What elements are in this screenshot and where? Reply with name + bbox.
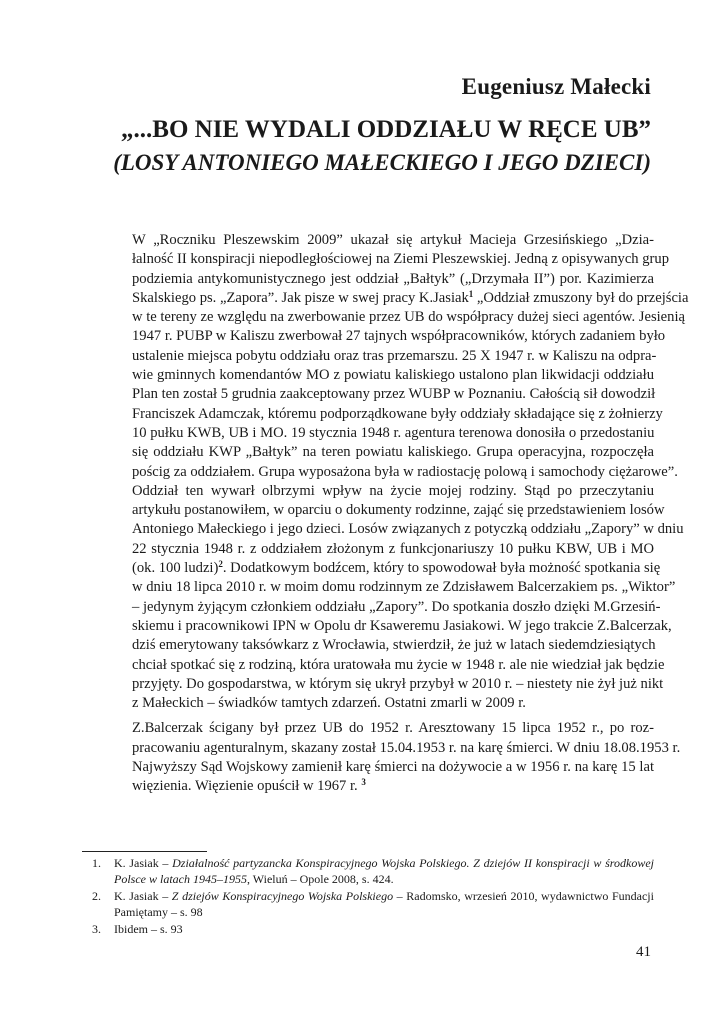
footnote-ref-2[interactable]: 2 bbox=[218, 559, 223, 570]
text-segment: (ok. 100 ludzi) bbox=[132, 560, 219, 577]
text-segment: . Dodatkowym bodźcem, który to spowodował była możność spotkania się bbox=[222, 560, 661, 577]
text-line bbox=[82, 777, 654, 796]
footnote-divider bbox=[82, 851, 207, 852]
article-title: „...BO NIE WYDALI ODDZIAŁU W RĘCE UB” bbox=[121, 116, 651, 143]
text-line: Franciszek Adamczak, któremu podporządkowane były oddziały składające się z żołnierzy bbox=[132, 405, 663, 422]
text-line: ustalenie miejsca pobytu oddziału oraz tras przemarszu. 25 X 1947 r. w Kaliszu na odpra- bbox=[132, 347, 657, 364]
text-line: w dniu 18 lipca 2010 r. w moim domu rodzinnym ze Zdzisławem Balcerzakiem ps. „Wiktor” bbox=[132, 579, 676, 596]
footnote-italic: Działalność partyzancka Konspiracyjnego Wojska Polskiego. Z dziejów II konspiracji w środkowej Polsce w latach 1945–1955 bbox=[114, 856, 654, 886]
footnote-segment: Ibidem – s. 93 bbox=[114, 922, 183, 936]
article-body bbox=[82, 231, 689, 797]
text-line: z Małeckich – świadków tamtych zdarzeń. Ostatni zmarli w 2009 r. bbox=[132, 695, 526, 712]
footnote-2 bbox=[92, 889, 654, 920]
text-line bbox=[82, 559, 661, 578]
text-line: Oddział ten wywarł olbrzymi wpływ na życie mojej rodziny. Stąd po przeczytaniu bbox=[132, 482, 654, 499]
article-subtitle: (LOSY ANTONIEGO MAŁECKIEGO I JEGO DZIECI) bbox=[113, 150, 651, 175]
text-line: dziś emerytowany taksówkarz z Wrocławia, stwierdził, że już w latach siedemdziesiątych bbox=[132, 637, 656, 654]
text-line: 1947 r. PUBP w Kaliszu zwerbował 27 tajnych współpracowników, których zadaniem było bbox=[132, 328, 666, 345]
page-number: 41 bbox=[636, 944, 651, 960]
footnote-3 bbox=[92, 922, 654, 938]
text-line: podziemia antykomunistycznego jest oddział „Bałtyk” („Drzymała II”) por. Kazimierza bbox=[132, 270, 654, 287]
text-line: 10 pułku KWB, UB i MO. 19 stycznia 1948 r. agentura terenowa donosiła o przedostaniu bbox=[132, 424, 655, 441]
text-line: artykułu postanowiłem, w oparciu o dokumenty rodzinne, zająć się przedstawieniem losów bbox=[132, 502, 665, 519]
text-line: pościg za oddziałem. Grupa wyposażona była w radiostację polową i samochody ciężarowe”. bbox=[132, 463, 678, 480]
footnote-number: 3. bbox=[92, 922, 101, 936]
footnotes bbox=[92, 856, 654, 940]
footnote-text bbox=[114, 922, 654, 938]
text-segment: „Oddział zmuszony był do przejścia bbox=[473, 289, 689, 306]
text-line: Z.Balcerzak ścigany był przez UB do 1952 r. Aresztowany 15 lipca 1952 r., po roz- bbox=[132, 720, 654, 737]
text-line bbox=[82, 288, 689, 308]
footnote-segment: K. Jasiak – bbox=[114, 889, 172, 903]
paragraph-2 bbox=[82, 482, 684, 714]
footnote-ref-1[interactable]: 1 bbox=[468, 288, 474, 299]
footnote-number: 1. bbox=[92, 856, 101, 870]
author-name: Eugeniusz Małecki bbox=[461, 74, 651, 99]
text-segment: Skalskiego ps. „Zapora”. Jak pisze w swej pracy K.Jasiak bbox=[132, 289, 469, 306]
footnote-number: 2. bbox=[92, 889, 101, 903]
text-line: przyjęty. Do gospodarstwa, w którym się ukrył przybył w 2010 r. – niestety nie żył już nikt bbox=[132, 675, 664, 692]
text-line: łalność II konspiracji niepodległościowej na Ziemi Pleszewskiej. Jedną z opisywanych grup bbox=[132, 251, 669, 268]
text-line: Antoniego Małeckiego i jego dzieci. Losów związanych z potyczką oddziału „Zapory” w dniu bbox=[132, 521, 684, 538]
text-line: się oddziału KWP „Bałtyk” na teren powiatu kaliskiego. Grupa operacyjna, rozpoczęła bbox=[132, 444, 654, 461]
text-line: wie gminnych komendantów MO z powiatu kaliskiego ustalono plan likwidacji oddziału bbox=[132, 367, 654, 384]
text-line: chciał spotkać się z rodziną, która uratowała mu życie w 1948 r. ale nie wiedział jak będzie bbox=[132, 656, 665, 673]
text-line: Plan ten został 5 grudnia zaakceptowany przez WUBP w Poznaniu. Całością sił dowodził bbox=[132, 386, 656, 403]
footnote-1 bbox=[92, 856, 654, 887]
footnote-text bbox=[114, 856, 654, 887]
footnote-text bbox=[114, 889, 654, 920]
text-line: 22 stycznia 1948 r. z oddziałem złożonym z funkcjonariuszy 10 pułku KBW, UB i MO bbox=[132, 540, 654, 557]
footnote-segment: K. Jasiak – bbox=[114, 856, 173, 870]
text-line: Najwyższy Sąd Wojskowy zamienił karę śmierci na dożywocie a w 1956 r. na karę 15 lat bbox=[132, 759, 654, 776]
paragraph-3 bbox=[82, 719, 681, 796]
footnote-italic: Z dziejów Konspiracyjnego Wojska Polskiego bbox=[171, 889, 394, 903]
paragraph-1 bbox=[82, 231, 689, 482]
text-segment: więzienia. Więzienie opuścił w 1967 r. bbox=[132, 778, 358, 795]
footnote-segment: – Radomsko, wrzesień 2010, wydawnictwo Fundacji Pamiętamy – s. 98 bbox=[114, 889, 654, 919]
footnote-segment: , Wieluń – Opole 2008, s. 424. bbox=[246, 871, 394, 886]
footnote-ref-3[interactable]: 3 bbox=[361, 777, 366, 788]
text-line: pracowaniu agenturalnym, skazany został 15.04.1953 r. na karę śmierci. W dniu 18.08.1953 r. bbox=[132, 739, 681, 756]
text-line: skiemu i pracownikowi IPN w Opolu dr Ksaweremu Jasiakowi. W jego trakcie Z.Balcerzak, bbox=[132, 617, 672, 634]
text-line: w te tereny ze względu na zwerbowanie przez UB do współpracy dużej sieci agentów. Jesienią bbox=[132, 309, 685, 326]
text-line: W „Roczniku Pleszewskim 2009” ukazał się artykuł Macieja Grzesińskiego „Dzia- bbox=[132, 232, 654, 248]
text-line: – jedynym żyjącym członkiem oddziału „Zapory”. Do spotkania doszło dzięki M.Grzesiń- bbox=[132, 598, 661, 615]
